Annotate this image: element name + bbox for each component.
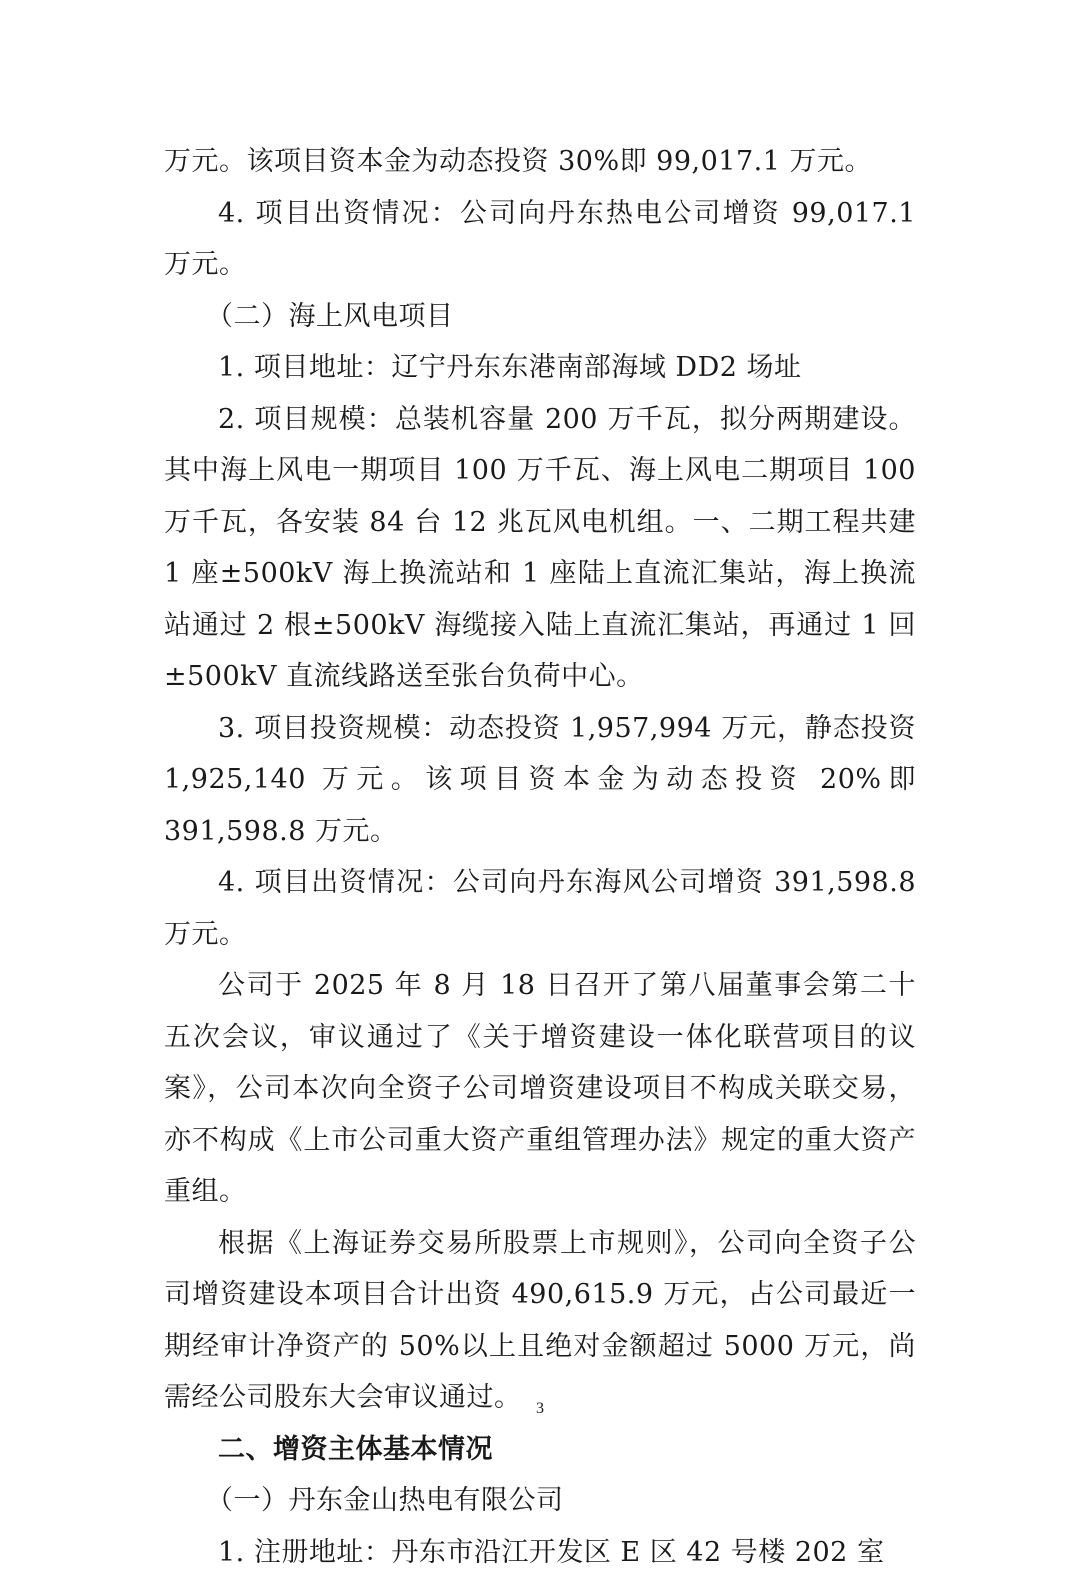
paragraph-registered-address: 1. 注册地址：丹东市沿江开发区 E 区 42 号楼 202 室 [164,1527,916,1578]
paragraph-listing-rules: 根据《上海证券交易所股票上市规则》，公司向全资子公司增资建设本项目合计出资 490,615.9 万元，占公司最近一期经审计净资产的 50%以上且绝对金额超过 5000 万元，尚需经公司股东大会审议通过。 [164,1218,916,1424]
subheading-jinshan-thermal: （一）丹东金山热电有限公司 [164,1475,916,1527]
document-body [164,136,916,1578]
paragraph-board-meeting: 公司于 2025 年 8 月 18 日召开了第八届董事会第二十五次会议，审议通过了《关于增资建设一体化联营项目的议案》，公司本次向全资子公司增资建设项目不构成关联交易，亦不构成《上市公司重大资产重组管理办法》规定的重大资产重组。 [164,960,916,1218]
paragraph-wind-address: 1. 项目地址：辽宁丹东东港南部海域 DD2 场址 [164,342,916,394]
subheading-offshore-wind: （二）海上风电项目 [164,291,916,343]
paragraph-thermal-investment: 4. 项目出资情况：公司向丹东热电公司增资 99,017.1 万元。 [164,188,916,291]
paragraph-wind-investment: 4. 项目出资情况：公司向丹东海风公司增资 391,598.8 万元。 [164,857,916,960]
paragraph-wind-investment-scale: 3. 项目投资规模：动态投资 1,957,994 万元，静态投资 1,925,140 万元。该项目资本金为动态投资 20%即 391,598.8 万元。 [164,703,916,858]
paragraph-capital-ratio-continued: 万元。该项目资本金为动态投资 30%即 99,017.1 万元。 [164,136,916,188]
page-number: 3 [0,1400,1080,1418]
section-heading-entity-info: 二、增资主体基本情况 [164,1424,916,1476]
paragraph-wind-scale: 2. 项目规模：总装机容量 200 万千瓦，拟分两期建设。其中海上风电一期项目 100 万千瓦、海上风电二期项目 100 万千瓦，各安装 84 台 12 兆瓦风电机组。一、二期工程共建 1 座±500kV 海上换流站和 1 座陆上直流汇集站，海上换流站通过 2 根±500kV 海缆接入陆上直流汇集站，再通过 1 回±500kV 直流线路送至张台负荷中心。 [164,394,916,703]
